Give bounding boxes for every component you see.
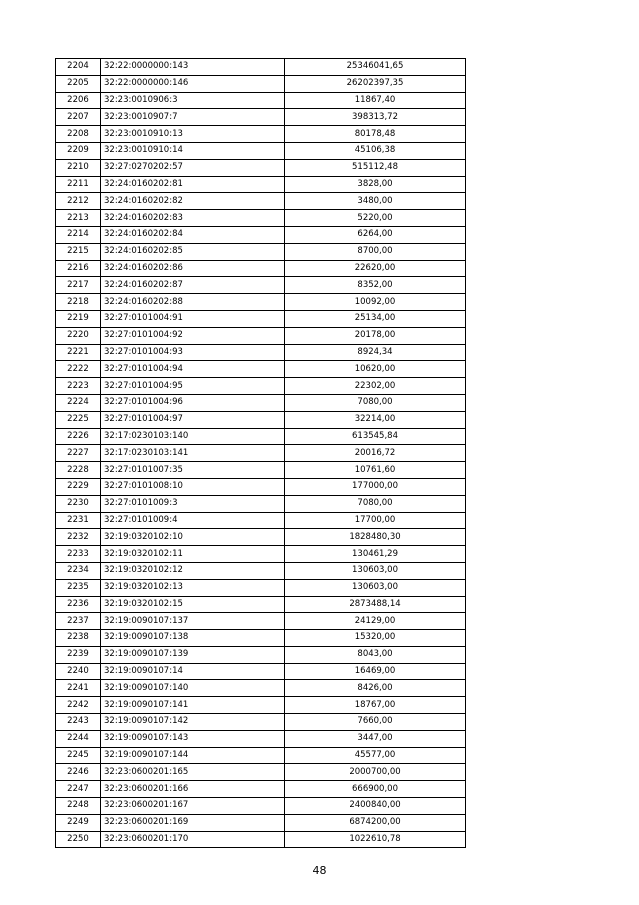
cadastral-number-cell: 32:23:0010907:7 [101,109,285,126]
table-row [56,92,466,109]
table-row [56,210,466,227]
row-number-cell: 2245 [56,747,101,764]
cadastral-number-cell: 32:27:0101009:4 [101,512,285,529]
value-cell: 666900,00 [285,781,466,798]
table-row [56,798,466,815]
row-number-cell: 2211 [56,176,101,193]
cadastral-number-cell: 32:24:0160202:81 [101,176,285,193]
cadastral-number-cell: 32:19:0090107:142 [101,714,285,731]
table-row [56,193,466,210]
table-row [56,730,466,747]
value-cell: 7080,00 [285,495,466,512]
value-cell: 15320,00 [285,630,466,647]
row-number-cell: 2246 [56,764,101,781]
value-cell: 1022610,78 [285,831,466,848]
table-row [56,764,466,781]
cadastral-number-cell: 32:23:0010906:3 [101,92,285,109]
cadastral-number-cell: 32:19:0320102:13 [101,579,285,596]
cadastral-number-cell: 32:27:0101008:10 [101,478,285,495]
row-number-cell: 2205 [56,75,101,92]
value-cell: 6874200,00 [285,814,466,831]
table-row [56,361,466,378]
table-row [56,781,466,798]
value-cell: 45577,00 [285,747,466,764]
table-row [56,562,466,579]
cadastral-number-cell: 32:17:0230103:141 [101,445,285,462]
row-number-cell: 2241 [56,680,101,697]
row-number-cell: 2247 [56,781,101,798]
row-number-cell: 2204 [56,59,101,76]
cadastral-number-cell: 32:19:0320102:11 [101,546,285,563]
table-row [56,142,466,159]
row-number-cell: 2229 [56,478,101,495]
cadastral-number-cell: 32:19:0320102:12 [101,562,285,579]
value-cell: 6264,00 [285,226,466,243]
value-cell: 26202397,35 [285,75,466,92]
cadastral-number-cell: 32:27:0101007:35 [101,462,285,479]
value-cell: 2400840,00 [285,798,466,815]
cadastral-number-cell: 32:19:0090107:14 [101,663,285,680]
value-cell: 2000700,00 [285,764,466,781]
table-row [56,596,466,613]
table-row [56,546,466,563]
value-cell: 25346041,65 [285,59,466,76]
table-row [56,59,466,76]
row-number-cell: 2223 [56,378,101,395]
cadastral-number-cell: 32:23:0010910:14 [101,142,285,159]
cadastral-number-cell: 32:19:0090107:141 [101,697,285,714]
row-number-cell: 2232 [56,529,101,546]
cadastral-number-cell: 32:22:0000000:143 [101,59,285,76]
value-cell: 2873488,14 [285,596,466,613]
table-row [56,226,466,243]
table-body [56,59,466,848]
row-number-cell: 2219 [56,310,101,327]
cadastral-number-cell: 32:19:0090107:137 [101,613,285,630]
table-row [56,126,466,143]
row-number-cell: 2214 [56,226,101,243]
row-number-cell: 2250 [56,831,101,848]
table-row [56,294,466,311]
value-cell: 32214,00 [285,411,466,428]
table-row [56,344,466,361]
row-number-cell: 2206 [56,92,101,109]
table-row [56,176,466,193]
value-cell: 16469,00 [285,663,466,680]
cadastral-number-cell: 32:19:0090107:144 [101,747,285,764]
table-row [56,378,466,395]
table-row [56,159,466,176]
table-row [56,814,466,831]
cadastral-number-cell: 32:27:0101004:94 [101,361,285,378]
table-row [56,462,466,479]
row-number-cell: 2240 [56,663,101,680]
table-row [56,327,466,344]
row-number-cell: 2234 [56,562,101,579]
cadastral-number-cell: 32:27:0101004:96 [101,394,285,411]
table-row [56,478,466,495]
value-cell: 10761,60 [285,462,466,479]
cadastral-number-cell: 32:24:0160202:85 [101,243,285,260]
row-number-cell: 2243 [56,714,101,731]
row-number-cell: 2222 [56,361,101,378]
row-number-cell: 2208 [56,126,101,143]
cadastral-number-cell: 32:19:0090107:143 [101,730,285,747]
cadastral-number-cell: 32:27:0101009:3 [101,495,285,512]
row-number-cell: 2249 [56,814,101,831]
value-cell: 17700,00 [285,512,466,529]
cadastral-number-cell: 32:24:0160202:82 [101,193,285,210]
value-cell: 8700,00 [285,243,466,260]
cadastral-number-cell: 32:19:0090107:139 [101,646,285,663]
row-number-cell: 2207 [56,109,101,126]
value-cell: 20016,72 [285,445,466,462]
cadastral-number-cell: 32:24:0160202:88 [101,294,285,311]
table-row [56,697,466,714]
value-cell: 18767,00 [285,697,466,714]
table-row [56,75,466,92]
table-row [56,646,466,663]
value-cell: 8352,00 [285,277,466,294]
row-number-cell: 2235 [56,579,101,596]
value-cell: 130461,29 [285,546,466,563]
table-row [56,260,466,277]
table-row [56,680,466,697]
cadastral-number-cell: 32:27:0101004:97 [101,411,285,428]
cadastral-number-cell: 32:17:0230103:140 [101,428,285,445]
cadastral-number-cell: 32:24:0160202:83 [101,210,285,227]
row-number-cell: 2212 [56,193,101,210]
value-cell: 11867,40 [285,92,466,109]
cadastral-number-cell: 32:23:0600201:165 [101,764,285,781]
value-cell: 398313,72 [285,109,466,126]
page-number: 48 [312,864,327,877]
cadastral-number-cell: 32:23:0600201:167 [101,798,285,815]
value-cell: 25134,00 [285,310,466,327]
value-cell: 3447,00 [285,730,466,747]
row-number-cell: 2233 [56,546,101,563]
value-cell: 130603,00 [285,562,466,579]
cadastral-value-table [55,58,466,848]
row-number-cell: 2226 [56,428,101,445]
row-number-cell: 2210 [56,159,101,176]
cadastral-number-cell: 32:27:0101004:95 [101,378,285,395]
table-row [56,277,466,294]
value-cell: 22620,00 [285,260,466,277]
table-row [56,310,466,327]
cadastral-number-cell: 32:27:0270202:57 [101,159,285,176]
table-row [56,411,466,428]
table-row [56,747,466,764]
cadastral-number-cell: 32:23:0600201:169 [101,814,285,831]
row-number-cell: 2244 [56,730,101,747]
value-cell: 177000,00 [285,478,466,495]
cadastral-number-cell: 32:27:0101004:92 [101,327,285,344]
table-row [56,445,466,462]
value-cell: 24129,00 [285,613,466,630]
table-row [56,109,466,126]
table-row [56,512,466,529]
table-row [56,495,466,512]
cadastral-number-cell: 32:23:0600201:170 [101,831,285,848]
value-cell: 20178,00 [285,327,466,344]
table-row [56,394,466,411]
cadastral-number-cell: 32:22:0000000:146 [101,75,285,92]
row-number-cell: 2227 [56,445,101,462]
row-number-cell: 2218 [56,294,101,311]
row-number-cell: 2228 [56,462,101,479]
value-cell: 80178,48 [285,126,466,143]
table-row [56,663,466,680]
value-cell: 3480,00 [285,193,466,210]
row-number-cell: 2239 [56,646,101,663]
value-cell: 515112,48 [285,159,466,176]
value-cell: 45106,38 [285,142,466,159]
table-row [56,831,466,848]
row-number-cell: 2231 [56,512,101,529]
cadastral-number-cell: 32:19:0320102:15 [101,596,285,613]
row-number-cell: 2215 [56,243,101,260]
cadastral-number-cell: 32:23:0600201:166 [101,781,285,798]
row-number-cell: 2225 [56,411,101,428]
cadastral-number-cell: 32:24:0160202:86 [101,260,285,277]
row-number-cell: 2237 [56,613,101,630]
table-row [56,714,466,731]
row-number-cell: 2242 [56,697,101,714]
row-number-cell: 2217 [56,277,101,294]
value-cell: 130603,00 [285,579,466,596]
row-number-cell: 2230 [56,495,101,512]
row-number-cell: 2236 [56,596,101,613]
value-cell: 1828480,30 [285,529,466,546]
row-number-cell: 2216 [56,260,101,277]
cadastral-number-cell: 32:23:0010910:13 [101,126,285,143]
value-cell: 8426,00 [285,680,466,697]
cadastral-number-cell: 32:19:0090107:138 [101,630,285,647]
value-cell: 7660,00 [285,714,466,731]
row-number-cell: 2220 [56,327,101,344]
value-cell: 3828,00 [285,176,466,193]
value-cell: 8043,00 [285,646,466,663]
value-cell: 5220,00 [285,210,466,227]
row-number-cell: 2213 [56,210,101,227]
value-cell: 7080,00 [285,394,466,411]
cadastral-number-cell: 32:19:0090107:140 [101,680,285,697]
table-row [56,579,466,596]
value-cell: 10092,00 [285,294,466,311]
row-number-cell: 2248 [56,798,101,815]
table-row [56,613,466,630]
table-row [56,428,466,445]
value-cell: 8924,34 [285,344,466,361]
table-row [56,243,466,260]
table-row [56,529,466,546]
value-cell: 10620,00 [285,361,466,378]
row-number-cell: 2224 [56,394,101,411]
cadastral-number-cell: 32:27:0101004:91 [101,310,285,327]
cadastral-number-cell: 32:24:0160202:87 [101,277,285,294]
value-cell: 613545,84 [285,428,466,445]
value-cell: 22302,00 [285,378,466,395]
table-row [56,630,466,647]
cadastral-number-cell: 32:27:0101004:93 [101,344,285,361]
row-number-cell: 2238 [56,630,101,647]
cadastral-number-cell: 32:19:0320102:10 [101,529,285,546]
row-number-cell: 2209 [56,142,101,159]
cadastral-number-cell: 32:24:0160202:84 [101,226,285,243]
row-number-cell: 2221 [56,344,101,361]
